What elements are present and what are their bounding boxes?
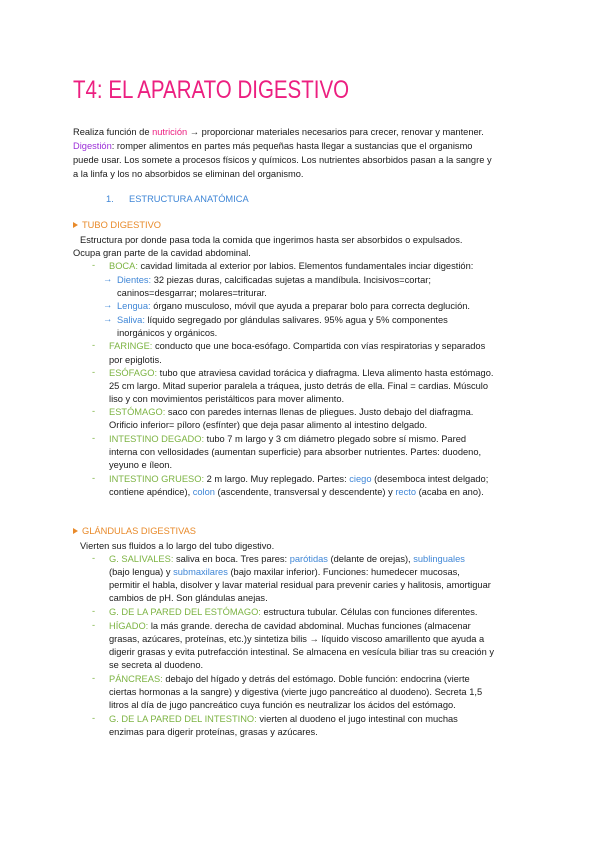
term-intestino-grueso: INTESTINO GRUESO: bbox=[109, 474, 205, 484]
item-text: tubo que atraviesa cavidad torácica y diafragma. Lleva alimento hasta estómago. bbox=[157, 368, 494, 378]
term-pancreas: PÁNCREAS: bbox=[109, 674, 163, 684]
item-intestino-grueso-cont bbox=[109, 485, 484, 500]
intro-line-1 bbox=[73, 125, 484, 140]
item-esofago-cont: 25 cm largo. Mitad superior paralela a tráquea, justo detrás de ella. Final = cardias. Músculo bbox=[109, 381, 489, 391]
item-intestino-delgado-cont: yeyuno e íleon. bbox=[109, 460, 173, 470]
intro-text: : romper alimentos en partes más pequeñas hasta llegar a sustancias que el organismo bbox=[111, 141, 473, 151]
item-dientes-cont: caninos=desgarrar; molares=triturar. bbox=[117, 288, 267, 298]
glandulas-desc: Vierten sus fluidos a lo largo del tubo digestivo. bbox=[80, 541, 275, 551]
term-parotidas: parótidas bbox=[289, 554, 328, 564]
term-salivales: G. SALIVALES: bbox=[109, 554, 174, 564]
term-higado: HÍGADO: bbox=[109, 621, 149, 631]
term-ciego: ciego bbox=[349, 474, 372, 484]
page-title: T4: EL APARATO DIGESTIVO bbox=[73, 76, 350, 104]
item-text: líquido segregado por glándulas salivares. 95% agua y 5% componentes bbox=[144, 315, 448, 325]
arrow-bullet-icon: → bbox=[103, 314, 113, 324]
item-text: (desemboca intest delgado; bbox=[371, 474, 489, 484]
item-text: saco con paredes internas llenas de pliegues. Justo debajo del diafragma. bbox=[165, 407, 474, 417]
dash-bullet-icon: - bbox=[92, 406, 96, 416]
item-salivales-cont: permitir el habla, disolver y lavar material residual para prevenir caries y halitosis, amortiguar bbox=[109, 580, 491, 590]
term-esofago: ESÓFAGO: bbox=[109, 368, 158, 378]
term-lengua: Lengua: bbox=[117, 301, 151, 311]
term-sublinguales: sublinguales bbox=[413, 554, 465, 564]
item-salivales-cont: cambios de pH. Son glándulas anejas. bbox=[109, 593, 268, 603]
dash-bullet-icon: - bbox=[92, 673, 96, 683]
term-estomago: ESTÓMAGO: bbox=[109, 407, 166, 417]
item-esofago-cont: liso y con movimientos peristálticos para mover alimento. bbox=[109, 394, 345, 404]
item-text: la más grande. derecha de cavidad abdominal. Muchas funciones (almacenar bbox=[148, 621, 471, 631]
item-higado-cont: digerir grasas y evita putrefacción intestinal. Se almacena en vesícula biliar tras su creación y bbox=[109, 647, 494, 657]
dash-bullet-icon: - bbox=[92, 553, 96, 563]
item-text: contiene apéndice), bbox=[109, 487, 193, 497]
dash-bullet-icon: - bbox=[92, 260, 96, 270]
item-text: 2 m largo. Muy replegado. Partes: bbox=[204, 474, 350, 484]
item-text: (acaba en ano). bbox=[416, 487, 484, 497]
dash-bullet-icon: - bbox=[92, 606, 96, 616]
item-intestino-delgado-cont: interna con vellosidades (aumentan superficie) para absorber nutrientes. Partes: duodeno, bbox=[109, 447, 482, 457]
dash-bullet-icon: - bbox=[92, 433, 96, 443]
term-dientes: Dientes: bbox=[117, 275, 152, 285]
item-text: estructura tubular. Células con funciones diferentes. bbox=[260, 607, 478, 617]
item-text: (bajo lengua) y bbox=[109, 567, 174, 577]
term-boca: BOCA: bbox=[109, 261, 138, 271]
term-colon: colon bbox=[192, 487, 215, 497]
glandulas-heading-label: GLÁNDULAS DIGESTIVAS bbox=[82, 526, 197, 536]
dash-bullet-icon: - bbox=[92, 340, 96, 350]
section-number: 1. bbox=[106, 194, 114, 204]
item-text: saliva en boca. Tres pares: bbox=[173, 554, 290, 564]
item-faringe-cont: por epiglotis. bbox=[109, 355, 162, 365]
glandulas-heading bbox=[73, 526, 196, 536]
term-pared-estomago: G. DE LA PARED DEL ESTÓMAGO: bbox=[109, 607, 261, 617]
item-text: (bajo maxilar inferior). Funciones: humedecer mucosas, bbox=[227, 567, 460, 577]
tubo-desc-2: Ocupa gran parte de la cavidad abdominal. bbox=[73, 248, 251, 258]
arrow-bullet-icon: → bbox=[103, 274, 113, 284]
triangle-bullet-icon bbox=[73, 528, 78, 534]
term-saliva: Saliva: bbox=[117, 315, 145, 325]
item-pared-estomago bbox=[109, 605, 477, 620]
item-lengua bbox=[117, 299, 470, 314]
term-intestino-delgado: INTESTINO DEGADO: bbox=[109, 434, 205, 444]
tubo-desc-1: Estructura por donde pasa toda la comida que ingerimos hasta ser absorbidos o expulsados. bbox=[80, 235, 463, 245]
tubo-heading bbox=[73, 220, 161, 230]
item-boca bbox=[109, 259, 473, 274]
term-recto: recto bbox=[395, 487, 416, 497]
item-text: debajo del hígado y detrás del estómago. Doble función: endocrina (vierte bbox=[162, 674, 470, 684]
intro-text: Realiza función de bbox=[73, 127, 153, 137]
item-pancreas-cont: litros al día de jugo pancreático cuya función es neutralizar los ácidos del estómago. bbox=[109, 700, 456, 710]
intro-line-3: puede usar. Los somete a procesos físicos y químicos. Los nutrientes absorbidos pasan a la sangre y bbox=[73, 155, 492, 165]
item-pancreas-cont: ciertas hormonas a la sangre) y digestiva (vierte jugo pancreático al duodeno). Secreta 1,5 bbox=[109, 687, 483, 697]
dash-bullet-icon: - bbox=[92, 367, 96, 377]
item-higado-cont: grasas, azúcares, proteínas, etc.)y sintetiza bilis → líquido viscoso amarillento que ayuda a bbox=[109, 634, 485, 644]
item-text: conducto que une boca-esófago. Compartida con vías respiratorias y separados bbox=[152, 341, 486, 351]
item-saliva-cont: inorgánicos y orgánicos. bbox=[117, 328, 218, 338]
keyword-digestion: Digestión bbox=[73, 141, 112, 151]
item-text: (delante de orejas), bbox=[327, 554, 414, 564]
item-estomago-cont: Orificio inferior= píloro (esfínter) que deja pasar alimento al intestino delgado. bbox=[109, 420, 428, 430]
dash-bullet-icon: - bbox=[92, 713, 96, 723]
item-text: cavidad limitada al exterior por labios. Elementos fundamentales inciar digestión: bbox=[137, 261, 474, 271]
dash-bullet-icon: - bbox=[92, 620, 96, 630]
intro-text: → proporcionar materiales necesarios para crecer, renovar y mantener. bbox=[187, 127, 484, 137]
item-text: 32 piezas duras, calcificadas sujetas a mandíbula. Incisivos=cortar; bbox=[151, 275, 431, 285]
term-faringe: FARINGE: bbox=[109, 341, 153, 351]
item-pared-intestino-cont: enzimas para digerir proteínas, grasas y azúcares. bbox=[109, 727, 318, 737]
item-text: tubo 7 m largo y 3 cm diámetro plegado sobre sí mismo. Pared bbox=[204, 434, 467, 444]
arrow-bullet-icon: → bbox=[103, 300, 113, 310]
keyword-nutricion: nutrición bbox=[152, 127, 188, 137]
term-pared-intestino: G. DE LA PARED DEL INTESTINO: bbox=[109, 714, 257, 724]
item-text: vierten al duodeno el jugo intestinal con muchas bbox=[256, 714, 458, 724]
tubo-heading-label: TUBO DIGESTIVO bbox=[82, 220, 162, 230]
section-title: ESTRUCTURA ANATÓMICA bbox=[129, 194, 249, 204]
item-text: (ascendente, transversal y descendente) y bbox=[214, 487, 396, 497]
triangle-bullet-icon bbox=[73, 222, 78, 228]
intro-line-4: a la linfa y los no absorbidos se eliminan del organismo. bbox=[73, 169, 304, 179]
item-text: órgano musculoso, móvil que ayuda a preparar bolo para correcta deglución. bbox=[150, 301, 470, 311]
item-faringe bbox=[109, 339, 485, 354]
intro-line-2 bbox=[73, 139, 472, 154]
item-higado-cont: se secreta al duodeno. bbox=[109, 660, 204, 670]
term-submaxilares: submaxilares bbox=[173, 567, 228, 577]
dash-bullet-icon: - bbox=[92, 473, 96, 483]
